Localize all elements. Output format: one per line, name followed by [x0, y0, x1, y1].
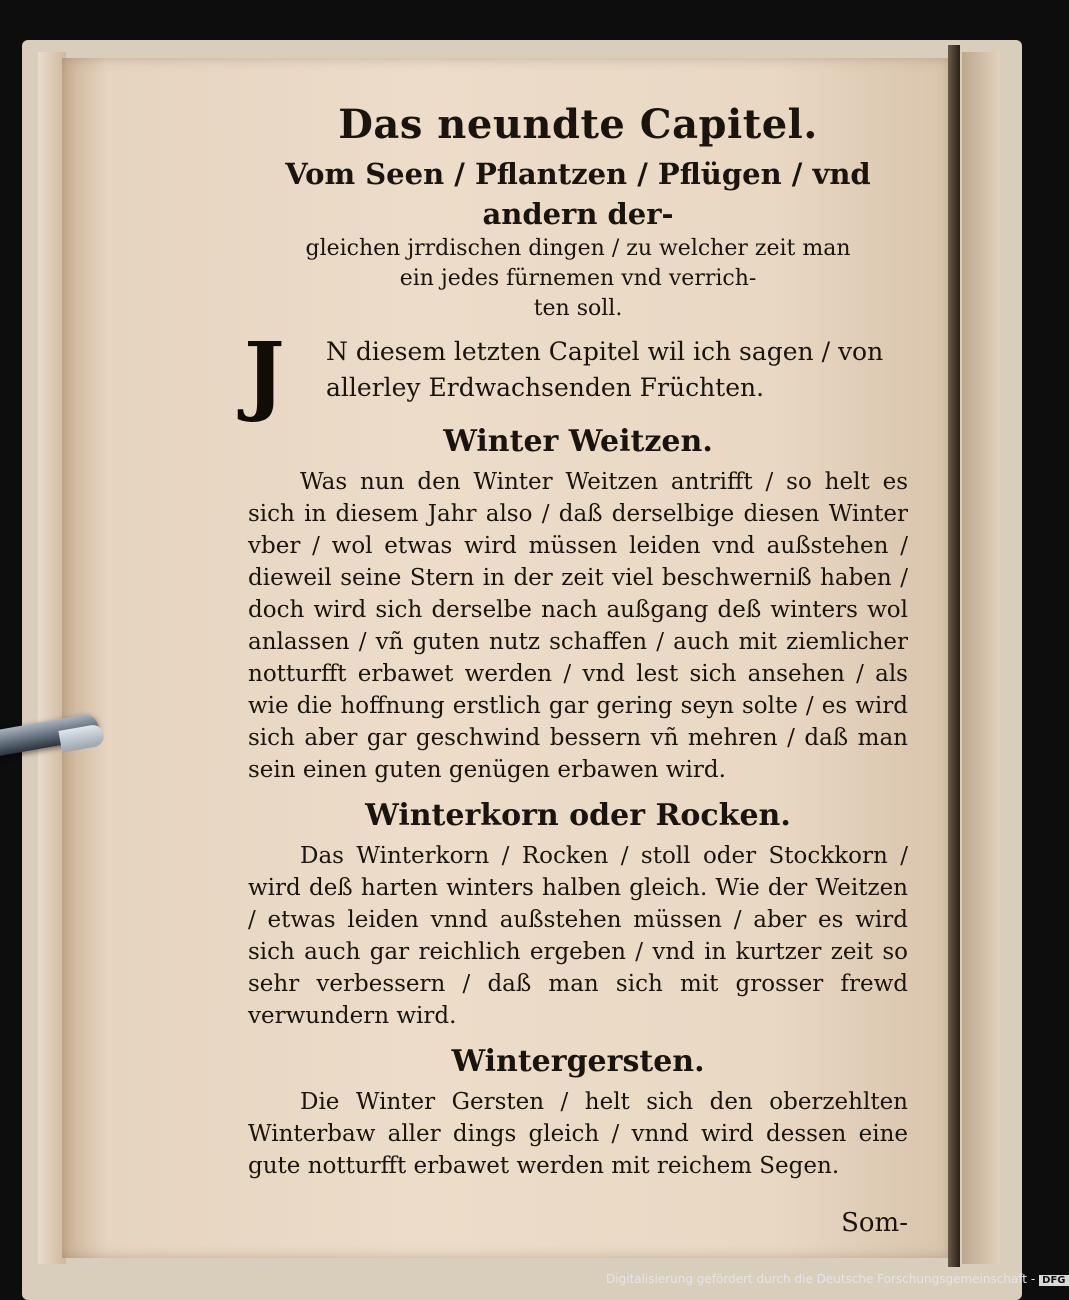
footer-credit: Digitalisierung gefördert durch die Deutsche Forschungsgemeinschaft - [606, 1272, 1036, 1286]
page-text [244, 100, 908, 1238]
intro-paragraph [244, 324, 908, 425]
digitization-footer [606, 1272, 1069, 1286]
section-text-wintergersten: Die Winter Gersten / helt sich den oberzehlten Winterbaw aller dings gleich / vnnd wird dessen eine gute notturfft erbawet werden mit reichem Segen. [248, 1089, 908, 1179]
chapter-subtitle-line-2: gleichen jrrdischen dingen / zu welcher zeit man [305, 236, 851, 261]
section-heading-wintergersten: Wintergersten. [451, 1044, 705, 1079]
catchword: Som- [841, 1208, 908, 1238]
chapter-subtitle-line-4: ten soll. [533, 296, 623, 321]
section-heading-winterkorn: Winterkorn oder Rocken. [365, 798, 791, 833]
intro-text: N diesem letzten Capitel wil ich sagen / von allerley Erdwachsenden Früchten. [326, 337, 884, 402]
section-heading-winter-weitzen: Winter Weitzen. [443, 424, 713, 459]
chapter-title: Das neundte Capitel. [338, 101, 818, 148]
section-text-winter-weitzen: Was nun den Winter Weitzen antrifft / so helt es sich in diesem Jahr also / daß derselbige diesen Winter vber / wol etwas wird müssen leiden vnd außstehen / dieweil seine Stern in der zeit viel beschwerniß haben / doch wird sich derselbe nach außgang deß winters wol anlassen / vñ guten nutz schaffen / auch mit ziemlicher notturfft erbawet werden / vnd lest sich ansehen / als wie die hoffnung erstlich gar gering seyn solte / es wird sich aber gar geschwind bessern vñ mehren / daß man sein einen guten genügen erbawen wird. [248, 469, 908, 783]
facing-page-edge [962, 52, 1000, 1264]
book-gutter [948, 45, 960, 1267]
dfg-logo-icon: DFG [1039, 1275, 1068, 1286]
decorated-initial: J [244, 324, 285, 425]
section-text-winterkorn: Das Winterkorn / Rocken / stoll oder Stockkorn / wird deß harten winters halben gleich. Wie der Weitzen / etwas leiden vnnd außstehen müssen / aber es wird sich auch gar reichlich ergeben / vnd in kurtzer zeit so sehr verbessern / daß man sich mit grosser frewd verwundern wird. [248, 843, 908, 1029]
chapter-subtitle-line-1: Vom Seen / Pflantzen / Pflügen / vnd andern der- [285, 157, 871, 231]
chapter-subtitle-line-3: ein jedes fürnemen vnd verrich- [399, 266, 757, 291]
